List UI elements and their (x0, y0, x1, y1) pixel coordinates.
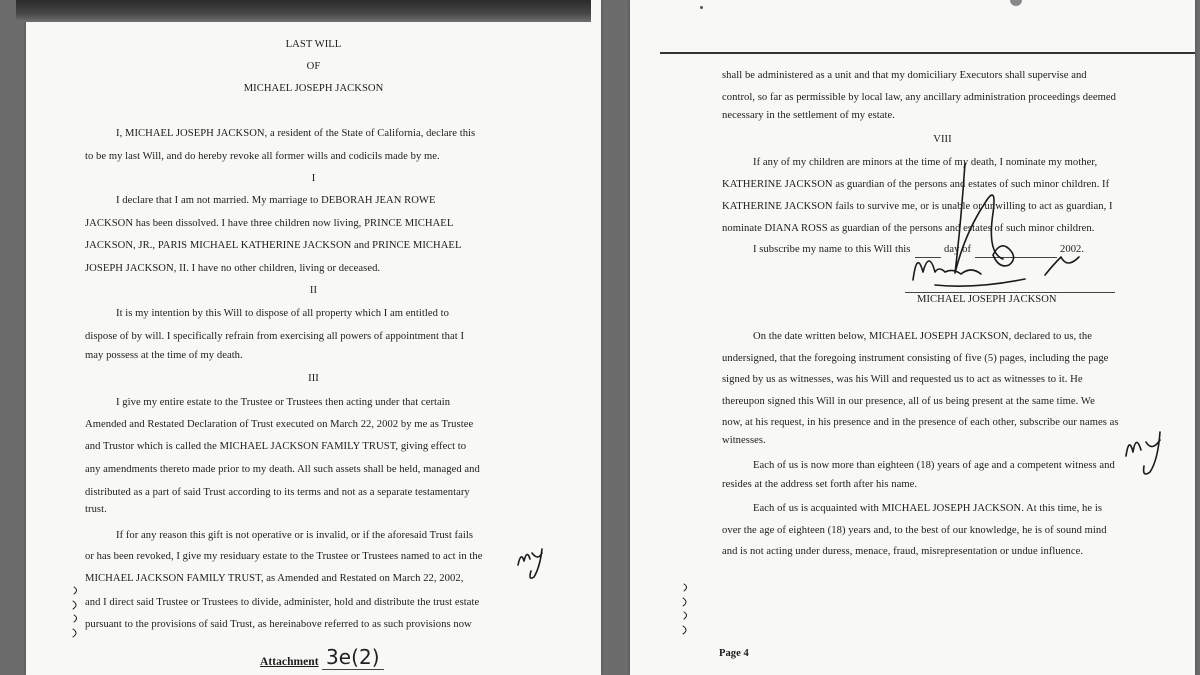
paragraph-line: or has been revoked, I give my residuary estate to the Trustee or Trustees named to act in the (85, 551, 483, 562)
section-heading: III (308, 373, 319, 384)
margin-mark (680, 582, 694, 637)
paragraph-line: I give my entire estate to the Trustee or Trustees then acting under that certain (116, 397, 451, 408)
page-number: Page 4 (719, 648, 749, 659)
intro-line: to be my last Will, and do hereby revoke all former wills and codicils made by me. (85, 151, 440, 162)
paragraph-line: If any of my children are minors at the time of my death, I nominate my mother, (753, 157, 1098, 168)
signature-line (905, 292, 1115, 293)
paragraph-line: KATHERINE JACKSON as guardian of the persons and estates of such minor children. If (722, 179, 1110, 190)
initials-mj (1122, 422, 1172, 482)
paragraph-line: undersigned, that the foregoing instrument consisting of five (5) pages, including the page (722, 353, 1109, 364)
paragraph-line: I declare that I am not married. My marriage to DEBORAH JEAN ROWE (116, 195, 436, 206)
paragraph-line: resides at the address set forth after his name. (722, 479, 918, 490)
will-title-line-1: LAST WILL (285, 39, 342, 50)
paragraph-line: over the age of eighteen (18) years and, to the best of our knowledge, he is of sound mind (722, 525, 1107, 536)
section-heading: VIII (933, 134, 952, 145)
paragraph-line: It is my intention by this Will to dispose of all property which I am entitled to (116, 308, 449, 319)
paragraph-line: JOSEPH JACKSON, II. I have no other children, living or deceased. (85, 263, 381, 274)
signature (905, 155, 1105, 305)
paragraph-line: JACKSON has been dissolved. I have three children now living, PRINCE MICHAEL (85, 218, 454, 229)
paragraph-line: If for any reason this gift is not operative or is invalid, or if the aforesaid Trust fails (116, 530, 474, 541)
paragraph-line: witnesses. (722, 435, 766, 446)
paragraph-line: any amendments thereto made prior to my death. All such assets shall be held, managed and (85, 464, 480, 475)
scan-shadow (16, 0, 591, 22)
paragraph-line: Amended and Restated Declaration of Trust executed on March 22, 2002 by me as Trustee (85, 419, 474, 430)
paragraph-line: trust. (85, 504, 107, 515)
intro-line: I, MICHAEL JOSEPH JACKSON, a resident of the State of California, declare this (116, 128, 476, 139)
attachment-underline (322, 669, 384, 670)
paragraph-line: signed by us as witnesses, was his Will and requested us to act as witnesses to it. He (722, 374, 1083, 385)
paragraph-line: Each of us is now more than eighteen (18) years of age and a competent witness and (753, 460, 1115, 471)
paragraph-line: Each of us is acquainted with MICHAEL JOSEPH JACKSON. At this time, he is (753, 503, 1103, 514)
paragraph-line: and I direct said Trustee or Trustees to divide, administer, hold and distribute the trust estate (85, 597, 480, 608)
subscribe-year: 2002. (1060, 244, 1085, 255)
paragraph-line: MICHAEL JACKSON FAMILY TRUST, as Amended and Restated on March 22, 2002, (85, 573, 464, 584)
section-heading: I (311, 173, 316, 184)
paragraph-line: pursuant to the provisions of said Trust, as hereinabove referred to as such provisions now (85, 619, 472, 630)
paragraph-line: dispose of by will. I specifically refrain from exercising all powers of appointment that I (85, 331, 465, 342)
attachment-label: Attachment (260, 656, 319, 668)
paragraph-line: thereupon signed this Will in our presence, all of us being present at the same time. We (722, 396, 1095, 407)
subscribe-text: I subscribe my name to this Will this (753, 244, 911, 255)
paragraph-line: and Trustor which is called the MICHAEL JACKSON FAMILY TRUST, giving effect to (85, 441, 467, 452)
paragraph-line: KATHERINE JACKSON fails to survive me, or is unable or unwilling to act as guardian, I (722, 201, 1113, 212)
attachment-number: 3e(2) (326, 645, 380, 669)
paragraph-line: and is not acting under duress, menace, fraud, misrepresentation or undue influence. (722, 546, 1084, 557)
page-header-rule (660, 52, 1195, 54)
paragraph-line: shall be administered as a unit and that my domiciliary Executors shall supervise and (722, 70, 1087, 81)
initials-mj (516, 543, 546, 581)
section-heading: II (309, 285, 318, 296)
paragraph-line: distributed as a part of said Trust according to its terms and not as a separate testamentary (85, 487, 470, 498)
paragraph-line: JACKSON, JR., PARIS MICHAEL KATHERINE JACKSON and PRINCE MICHAEL (85, 240, 462, 251)
subscribe-day-of: day of (944, 244, 972, 255)
paragraph-line: necessary in the settlement of my estate. (722, 110, 895, 121)
will-title-line-2: OF (306, 61, 321, 72)
signature-name: MICHAEL JOSEPH JACKSON (917, 294, 1057, 305)
scan-speck (700, 6, 703, 9)
paragraph-line: control, so far as permissible by local law, any ancillary administration proceedings deemed (722, 92, 1116, 103)
paragraph-line: On the date written below, MICHAEL JOSEPH JACKSON, declared to us, the (753, 331, 1093, 342)
margin-mark (70, 585, 84, 645)
paragraph-line: nominate DIANA ROSS as guardian of the persons and estates of such minor children. (722, 223, 1095, 234)
paragraph-line: may possess at the time of my death. (85, 350, 243, 361)
will-title-line-3: MICHAEL JOSEPH JACKSON (243, 83, 384, 94)
paragraph-line: now, at his request, in his presence and in the presence of each other, subscribe our names as (722, 417, 1119, 428)
